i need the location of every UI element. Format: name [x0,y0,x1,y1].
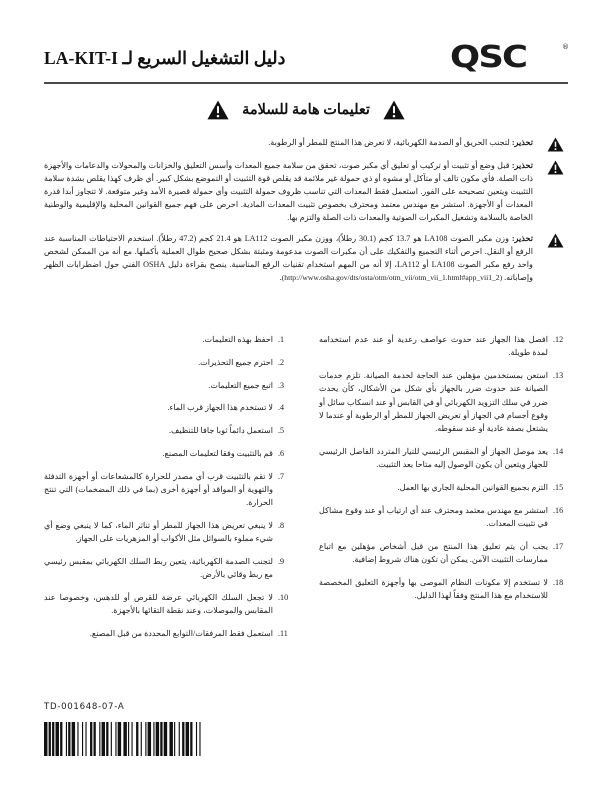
document-header [44,36,568,80]
page-title-text: دليل التشغيل السريع لـ [122,47,286,68]
list-item-text: افصل هذا الجهاز عند حدوث عواصف رعدية أو عند عدم استخدامه لمدة طويلة. [319,335,548,358]
document-footer [44,702,204,756]
list-item [319,445,568,472]
instructions-columns [44,333,568,650]
instructions-left-column [319,333,568,650]
list-item [44,333,293,346]
list-item [319,481,568,494]
list-item [44,470,293,510]
list-item-text: قم بالتثبيت وفقا لتعليمات المصنع. [162,448,273,458]
list-item-text: احفظ بهذه التعليمات. [202,335,273,344]
list-item-text: لا تقم بالتثبيت قرب أي مصدر للحرارة كالمشعاعات أو أجهزة التدفئة والتهوية أو المواقد أو أجهزة أخرى (بما في ذلك المضخمات) التي تنتج الحرارة. [44,471,273,508]
warning-text-end: . [279,272,282,282]
list-item-number: .7 [278,471,285,481]
list-item-text: لا تستخدم هذا الجهاز قرب الماء. [167,403,273,413]
warning-triangle-icon [207,100,229,120]
warning-triangle-icon [383,100,405,120]
list-item [44,627,293,640]
list-item-number: .16 [553,505,564,515]
warning-text [44,136,533,149]
instructions-right-column [44,333,293,650]
safety-heading [0,100,612,120]
list-item-text: اتبع جميع التعليمات. [208,380,273,390]
warning-icon-cell [542,232,568,248]
warning-block [44,136,568,291]
warning-label: تحذير: [511,161,533,170]
barcode [44,722,204,756]
list-item-text: احترم جميع التحذيرات. [198,357,273,367]
list-item-text: لا ينبغي تعريض هذا الجهاز للمطر أو تناثر الماء، كما لا ينبغي وضع أي شيء مملوء بالسوائل مثل الأكواب أو المزهريات على الجهاز. [44,520,273,544]
list-item-number: .3 [278,380,285,390]
list-item-text: يجب أن يتم تعليق هذا المنتج من قبل أشخاص مؤهلين مع اتباع ممارسات التثبيت الآمن. يمكن أن تكون هناك شروط إضافية. [319,541,548,564]
warning-item [44,136,568,152]
list-item [44,379,293,392]
list-item-number: .2 [278,357,285,367]
list-item-text: لا تستخدم إلا مكونات النظام الموصى بها وأجهزة التعليق المخصصة للاستخدام مع هذا المنتج وفقاً لهذا الدليل. [319,577,548,600]
warning-triangle-icon [547,233,564,248]
warning-body-text: قبل وضع أو تثبيت أو تركيب أو تعليق أي مكبر صوت، تحقق من سلامة جميع المعدات وأسس التعليق والخزانات والمحولات والدعامات والأجهزة ذات الصلة. فأي مكون تالف أو متآكل أو مشوه أو ذي حمولة غير ملائمة قد يقلص قوة التثبيت أو التموضع بشكل كبير. أي ظرف كهذا يقلص بشدة سلامة التثبيت ويتعين تصحيحه على الفور. استعمل فقط المعدات التي تناسب ظروف حمولة التثبيت وأي حمولة قصيرة الأمد وغير متوقعة. لا تتجاوز أبدا قدرة المعدات أو الأجهزة. استشر مع مهندس معتمد ومحترف بخصوص تثبيت المعدات المادية. احرص على فهم جميع القوانين المحلية والإقليمية والوطنية الخاصة بالسلامة وتشغيل المكبرات الصوتية والمعدات ذات الصلة والتزم بها. [44,161,533,223]
list-item-number: .13 [553,371,564,381]
list-item-number: .4 [278,403,285,413]
list-item [44,424,293,437]
safety-heading-text: تعليمات هامة للسلامة [242,101,370,118]
warning-label: تحذير: [511,138,533,147]
header-divider [44,82,568,84]
qsc-logo-text: QSC [450,40,527,75]
list-item [44,555,293,582]
list-item [44,356,293,369]
product-model: LA-KIT-I [44,47,119,68]
list-item-number: .14 [553,446,564,456]
list-item [44,519,293,546]
list-item-number: .5 [278,426,285,436]
list-item-text: لتجنب الصدمة الكهربائية، يتعين ربط السلك الكهربائي بمقبس رئيسي مع ربط وقائي بالأرض. [44,556,273,580]
list-item-text: يعد موصل الجهاز أو المقبس الرئيسي للتيار المتردد الفاصل الرئيسي للجهاز ويتعين أن يكون الوصول إليه متاحا بعد التثبيت. [319,446,548,470]
list-item [44,591,293,618]
list-item-number: .15 [553,482,564,492]
list-item [319,504,568,531]
warning-triangle-icon [547,137,564,152]
list-item [319,540,568,567]
list-item-text: لا تجعل السلك الكهربائي عرضة للقرص أو للدهس، وخصوصا عند المقابس والموصلات، وعند نقطة التقائها بالأجهزة. [44,592,273,616]
warning-item [44,232,568,285]
list-item-text: استعمل فقط المرفقات/التوابع المحددة من قبل المصنع. [89,628,273,638]
list-item [44,401,293,414]
list-item-number: .8 [278,520,285,530]
list-item-text: استعمل دائماً ثوبا جافا للتنظيف. [168,426,273,436]
list-item-number: .6 [278,448,285,458]
list-item [319,576,568,603]
list-item-number: .10 [278,592,289,602]
osha-reference-url: (http://www.osha.gov/dts/osta/otm/otm_vii/otm_vii_1.html#app_vii1_2) [281,272,503,282]
list-item-number: .17 [553,541,564,551]
list-item-text: استشر مع مهندس معتمد ومحترف عند أي ارتياب أو عند وقوع مشاكل في تثبيت المعدات. [319,505,548,528]
registered-trademark-icon: ® [562,43,569,51]
warning-triangle-icon [547,160,564,175]
list-item [44,447,293,460]
warning-text [44,159,533,225]
page-title [44,48,285,69]
list-item-number: .1 [278,335,285,344]
warning-body-text: لتجنب الحريق أو الصدمة الكهربائية، لا تعرض هذا المنتج للمطر أو الرطوبة. [268,138,510,147]
warning-item [44,159,568,225]
warning-body-text: وزن مكبر الصوت LA108 هو 13.7 كجم (30.1 رطلاً)، ووزن مكبر الصوت LA112 هو 21.4 كجم (47.2 رطلاً). استخدم الاحتياطات المناسبة عند الرفع أو النقل. احرص أثناء التجميع والتفكيك على أن مكبرات الصوت مدعومة ومثبتة بشكل صحيح طوال العملية بأكملها. مع أنه من الممكن لشخص واحد رفع مكبر الصوت LA108 أو LA112، إلا أنه من المهم استخدام تقنيات الرفع المناسبة. ينصح بقراءة دليل OSHA الفني حول اضطرابات الظهر وإصاباته. [44,233,533,282]
warning-label: تحذير: [511,233,533,243]
list-item-number: .9 [278,556,285,566]
warning-icon-cell [542,136,568,152]
list-item-text: استعن بمستخدمين مؤهلين عند الحاجة لخدمة الصيانة. تلزم خدمات الصيانة عند حدوث ضرر بالجهاز بأي شكل من الأشكال، كأن يحدث ضرر في سلك التزويد الكهربائي أو في القابس أو عند انسكاب سائل أو وقوع أجسام في الجهاز أو تعريض الجهاز للمطر أو الرطوبة أو عندما لا يشتغل بصفة عادية أو عند سقوطه. [319,371,548,434]
list-item-number: .18 [553,577,564,587]
list-item-number: .12 [553,335,564,344]
list-item [319,333,568,360]
list-item-number: .11 [278,628,288,638]
list-item-text: التزم بجميع القوانين المحلية الجاري بها العمل. [397,482,548,492]
qsc-logo [450,40,569,75]
warning-icon-cell [542,159,568,175]
document-number: TD-001648-07-A [44,702,125,712]
warning-text [44,232,533,285]
list-item [319,369,568,435]
